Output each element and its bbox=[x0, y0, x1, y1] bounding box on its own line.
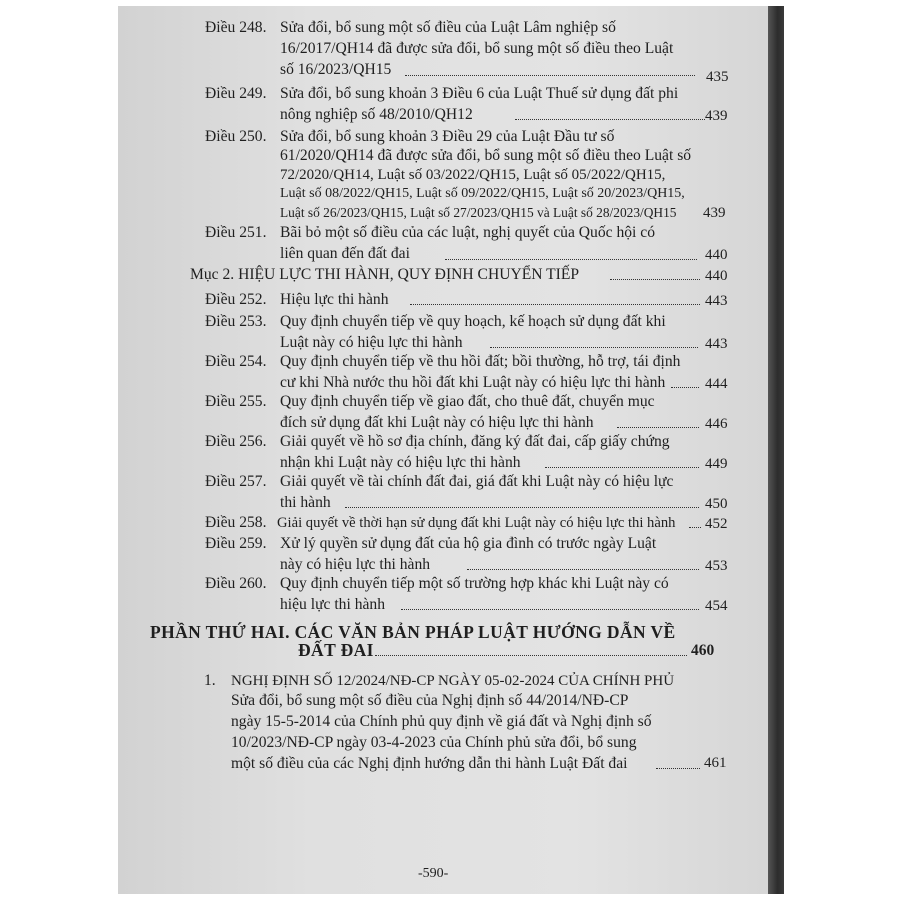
article-label: Điều 249. bbox=[205, 85, 267, 102]
article-title-line: Luật số 08/2022/QH15, Luật số 09/2022/QH15, Luật số 20/2023/QH15, bbox=[280, 186, 685, 201]
article-label: Điều 253. bbox=[205, 313, 267, 330]
article-label: Điều 248. bbox=[205, 19, 267, 36]
article-label: Điều 251. bbox=[205, 224, 267, 241]
article-title-line: Giải quyết về tài chính đất đai, giá đất khi Luật này có hiệu lực bbox=[280, 473, 674, 490]
article-title-line: hiệu lực thi hành bbox=[280, 596, 386, 613]
page-number: 443 bbox=[705, 336, 728, 352]
dot-leader bbox=[671, 387, 699, 388]
dot-leader bbox=[375, 655, 687, 656]
article-title-line: số 16/2023/QH15 bbox=[280, 61, 392, 78]
article-title-line: Sửa đổi, bổ sung khoản 3 Điều 6 của Luật Thuế sử dụng đất phi bbox=[280, 85, 679, 102]
dot-leader bbox=[410, 304, 700, 305]
page-number: 449 bbox=[705, 456, 728, 472]
dot-leader bbox=[490, 347, 698, 348]
article-title-line: Quy định chuyển tiếp về giao đất, cho thuê đất, chuyển mục bbox=[280, 393, 655, 410]
dot-leader bbox=[467, 569, 699, 570]
part-heading-line-2: ĐẤT ĐAI bbox=[298, 640, 374, 660]
article-label: Điều 252. bbox=[205, 291, 267, 308]
article-title-line: 16/2017/QH14 đã được sửa đổi, bổ sung một số điều theo Luật bbox=[280, 40, 674, 57]
article-title-line: Quy định chuyển tiếp về quy hoạch, kế hoạch sử dụng đất khi bbox=[280, 313, 666, 330]
decree-title-line: một số điều của các Nghị định hướng dẫn thi hành Luật Đất đai bbox=[231, 755, 628, 772]
page-number: 453 bbox=[705, 558, 728, 574]
article-title-line: Quy định chuyển tiếp một số trường hợp khác khi Luật này có bbox=[280, 575, 669, 592]
article-title-line: Sửa đổi, bổ sung một số điều của Luật Lâm nghiệp số bbox=[280, 19, 616, 36]
decree-number: 1. bbox=[204, 672, 216, 689]
article-label: Điều 257. bbox=[205, 473, 267, 490]
article-title-line: Xử lý quyền sử dụng đất của hộ gia đình có trước ngày Luật bbox=[280, 535, 657, 552]
article-title-line: Luật số 26/2023/QH15, Luật số 27/2023/QH15 và Luật số 28/2023/QH15 bbox=[280, 205, 677, 220]
decree-title-line: 10/2023/NĐ-CP ngày 03-4-2023 của Chính phủ sửa đổi, bổ sung bbox=[231, 734, 637, 751]
book-spine-shadow bbox=[768, 6, 784, 894]
article-title-line: nhận khi Luật này có hiệu lực thi hành bbox=[280, 454, 521, 471]
article-title-line: Hiệu lực thi hành bbox=[280, 291, 389, 308]
page-number: 446 bbox=[705, 416, 728, 432]
article-title-line: Quy định chuyển tiếp về thu hồi đất; bồi thường, hỗ trợ, tái định bbox=[280, 353, 681, 370]
article-title-line: Bãi bỏ một số điều của các luật, nghị quyết của Quốc hội có bbox=[280, 224, 656, 241]
article-title-line: đích sử dụng đất khi Luật này có hiệu lực thi hành bbox=[280, 414, 594, 431]
article-title-line: Giải quyết về thời hạn sử dụng đất khi Luật này có hiệu lực thi hành bbox=[277, 515, 676, 531]
article-label: Điều 250. bbox=[205, 128, 267, 145]
section-title: Mục 2. HIỆU LỰC THI HÀNH, QUY ĐỊNH CHUYỂN TIẾP bbox=[190, 266, 580, 283]
page-number: 439 bbox=[705, 108, 728, 124]
page-number: 439 bbox=[703, 205, 726, 221]
part-page-number: 460 bbox=[691, 642, 715, 659]
decree-title-line: Sửa đổi, bổ sung một số điều của Nghị định số 44/2014/NĐ-CP bbox=[231, 692, 629, 709]
article-title-line: Luật này có hiệu lực thi hành bbox=[280, 334, 463, 351]
article-title-line: liên quan đến đất đai bbox=[280, 245, 410, 262]
article-title-line: 72/2020/QH14, Luật số 03/2022/QH15, Luật số 05/2022/QH15, bbox=[280, 167, 666, 183]
article-label: Điều 258. bbox=[205, 514, 267, 531]
page-number: 435 bbox=[706, 69, 729, 85]
decree-title-line: NGHỊ ĐỊNH SỐ 12/2024/NĐ-CP NGÀY 05-02-2024 CỦA CHÍNH PHỦ bbox=[231, 673, 675, 689]
dot-leader bbox=[445, 259, 697, 260]
article-title-line: 61/2020/QH14 đã được sửa đổi, bổ sung một số điều theo Luật số bbox=[280, 147, 692, 164]
article-title-line: cư khi Nhà nước thu hồi đất khi Luật này có hiệu lực thi hành bbox=[280, 374, 666, 391]
article-label: Điều 255. bbox=[205, 393, 267, 410]
page-number: 450 bbox=[705, 496, 728, 512]
page-number: 440 bbox=[705, 247, 728, 263]
dot-leader bbox=[345, 507, 699, 508]
page-number: 443 bbox=[705, 293, 728, 309]
article-label: Điều 254. bbox=[205, 353, 267, 370]
page-footer-number: -590- bbox=[418, 866, 449, 881]
dot-leader bbox=[401, 609, 699, 610]
article-title-line: Giải quyết về hồ sơ địa chính, đăng ký đất đai, cấp giấy chứng bbox=[280, 433, 670, 450]
article-title-line: nông nghiệp số 48/2010/QH12 bbox=[280, 106, 473, 123]
page-number: 461 bbox=[704, 755, 727, 771]
article-label: Điều 260. bbox=[205, 575, 267, 592]
dot-leader bbox=[617, 427, 699, 428]
part-heading-line-1: PHẦN THỨ HAI. CÁC VĂN BẢN PHÁP LUẬT HƯỚNG DẪN VỀ bbox=[150, 622, 676, 642]
page-number: 454 bbox=[705, 598, 728, 614]
dot-leader bbox=[656, 768, 700, 769]
article-label: Điều 259. bbox=[205, 535, 267, 552]
page-number: 452 bbox=[705, 516, 728, 532]
dot-leader bbox=[689, 527, 701, 528]
article-label: Điều 256. bbox=[205, 433, 267, 450]
article-title-line: này có hiệu lực thi hành bbox=[280, 556, 431, 573]
dot-leader bbox=[610, 279, 700, 280]
article-title-line: thi hành bbox=[280, 494, 331, 511]
dot-leader bbox=[545, 467, 699, 468]
page-number: 440 bbox=[705, 268, 728, 284]
page-number: 444 bbox=[705, 376, 728, 392]
article-title-line: Sửa đổi, bổ sung khoản 3 Điều 29 của Luật Đầu tư số bbox=[280, 128, 615, 145]
dot-leader bbox=[405, 75, 695, 76]
decree-title-line: ngày 15-5-2014 của Chính phủ quy định về giá đất và Nghị định số bbox=[231, 713, 652, 730]
dot-leader bbox=[515, 119, 705, 120]
